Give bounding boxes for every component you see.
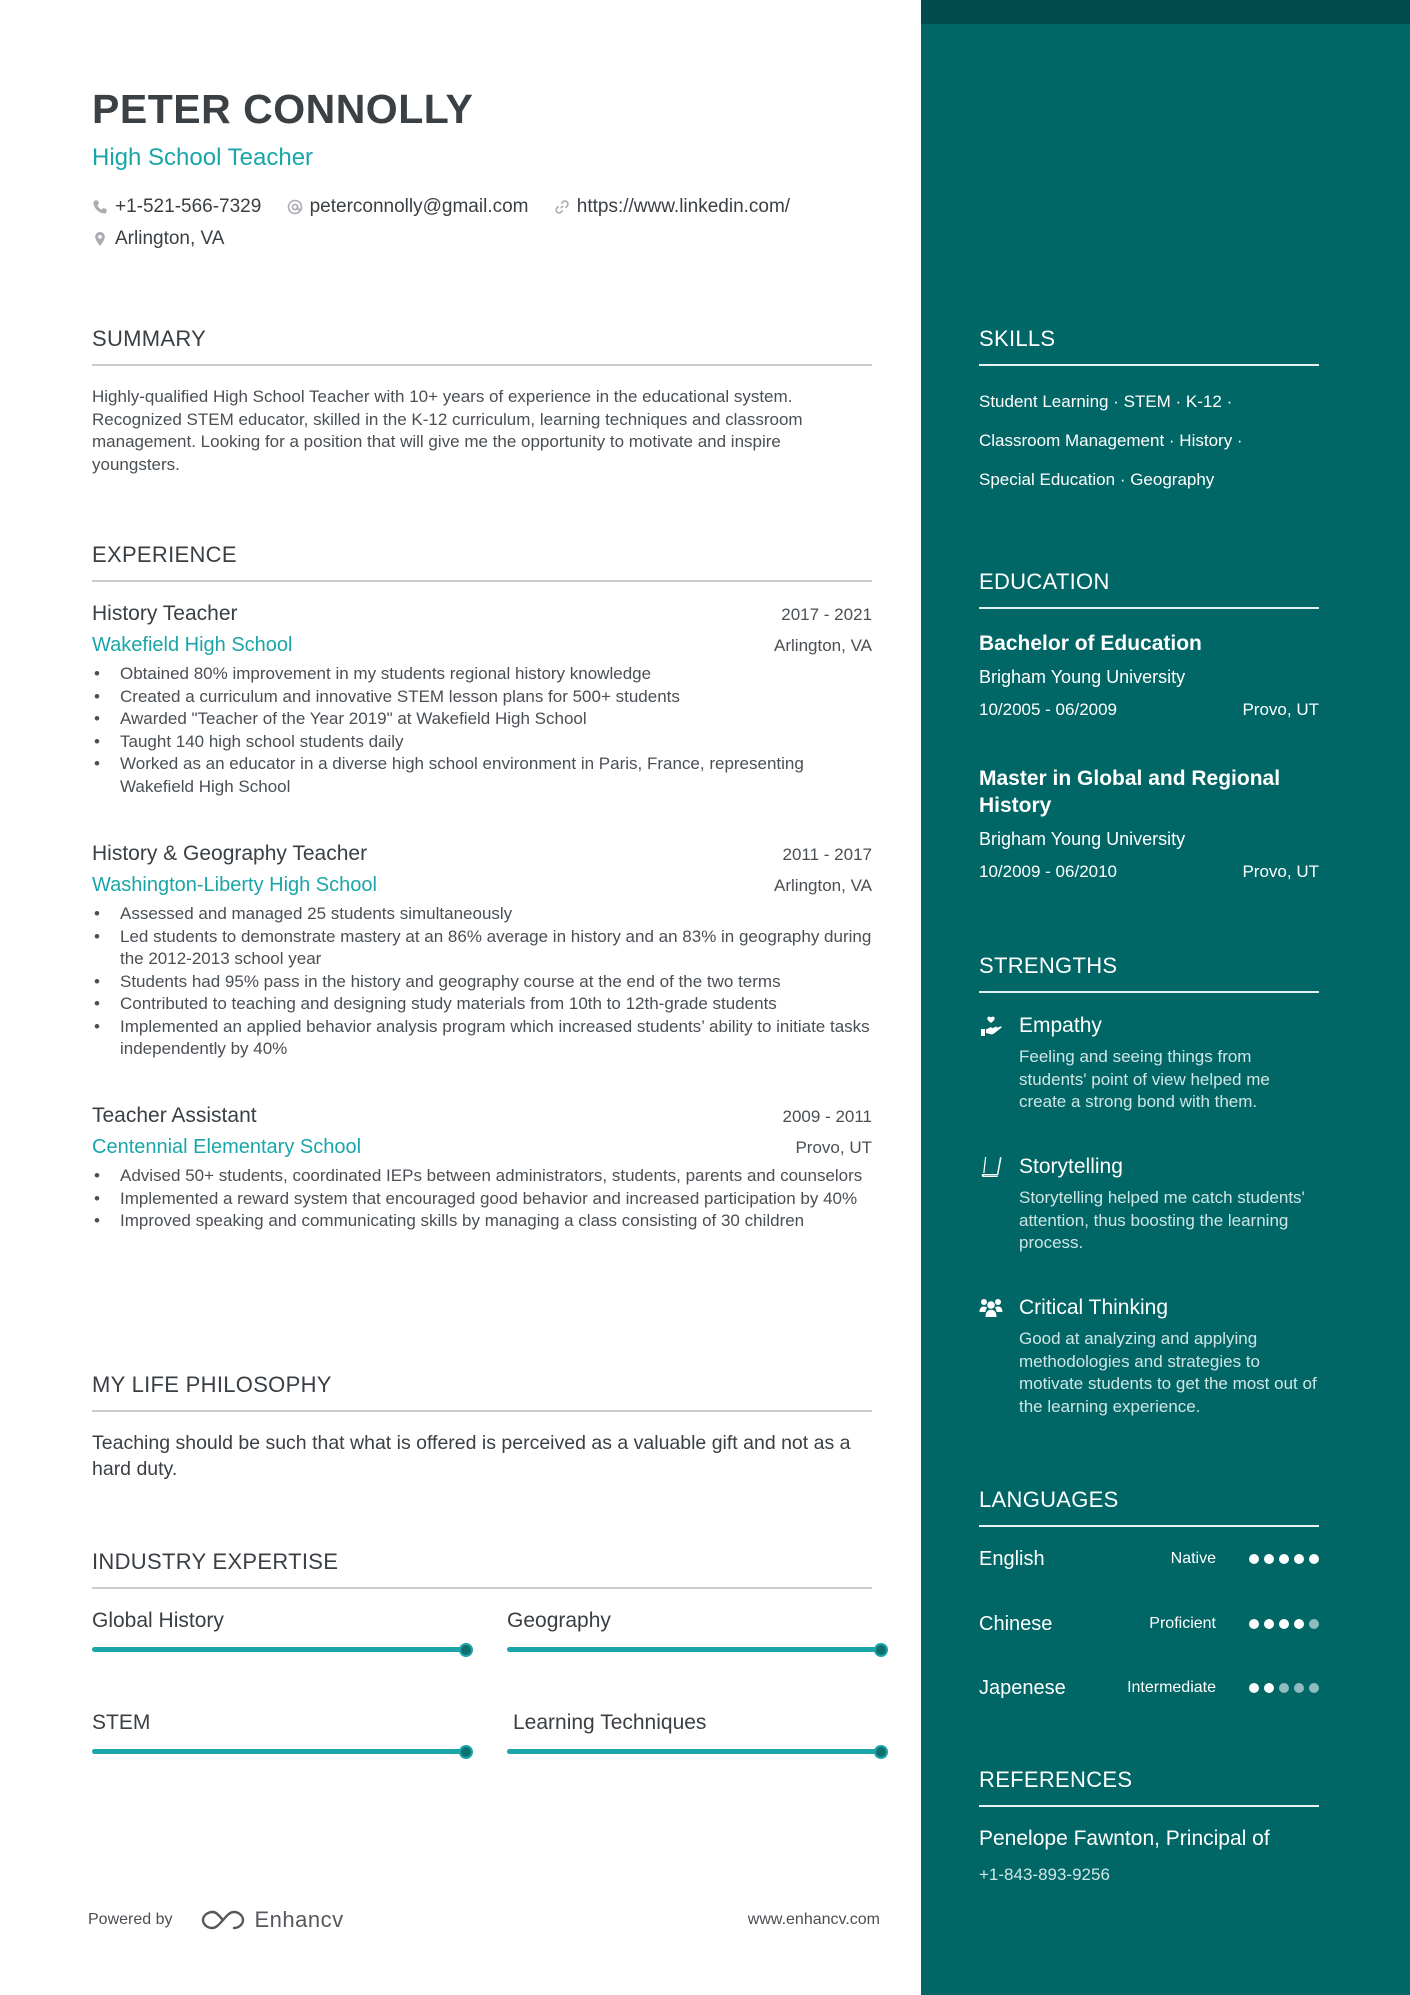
job-bullet: • Advised 50+ students, coordinated IEPs between administrators, students, parents and counselors — [92, 1165, 872, 1188]
job-company[interactable]: Washington-Liberty High School — [92, 874, 377, 896]
expertise-bar-fill — [92, 1647, 466, 1652]
education-dates: 10/2005 - 06/2009 — [979, 700, 1118, 719]
contact-info — [92, 192, 882, 254]
summary-heading: SUMMARY — [92, 326, 207, 351]
strength-title: Empathy — [1019, 1014, 1102, 1037]
skills-line: Student Learning · STEM · K-12 · — [979, 392, 1233, 411]
sidebar-top-band — [921, 0, 1410, 24]
job-dates: 2011 - 2017 — [782, 845, 872, 864]
location-pin-icon — [92, 231, 108, 247]
language-name: English — [979, 1547, 1045, 1570]
candidate-title: High School Teacher — [92, 144, 314, 171]
education-heading: EDUCATION — [979, 569, 1110, 594]
language-rating — [1244, 1554, 1319, 1564]
expertise-heading: INDUSTRY EXPERTISE — [92, 1549, 339, 1574]
section-divider — [979, 991, 1319, 993]
job-dates: 2017 - 2021 — [781, 605, 872, 624]
philosophy-heading: MY LIFE PHILOSOPHY — [92, 1372, 332, 1397]
job-title: Teacher Assistant — [92, 1104, 257, 1127]
section-divider — [979, 364, 1319, 366]
experience-item — [92, 602, 872, 798]
rating-dot-filled — [1294, 1619, 1304, 1629]
expertise-label: Geography — [507, 1609, 611, 1632]
job-bullets — [92, 1165, 872, 1233]
phone-text: +1-521-566-7329 — [115, 196, 262, 217]
brand-logo[interactable] — [199, 1906, 344, 1934]
skills-line: Special Education · Geography — [979, 470, 1215, 489]
rating-dot-filled — [1264, 1619, 1274, 1629]
education-item — [979, 765, 1319, 882]
expertise-item — [507, 1609, 881, 1652]
job-company[interactable]: Wakefield High School — [92, 634, 293, 656]
job-bullet: • Students had 95% pass in the history and geography course at the end of the two terms — [92, 971, 872, 994]
job-dates: 2009 - 2011 — [782, 1107, 872, 1126]
experience-item — [92, 1104, 872, 1233]
skills-list — [979, 382, 1319, 499]
education-item — [979, 630, 1319, 720]
philosophy-section — [92, 1372, 872, 1482]
experience-section — [92, 542, 872, 582]
expertise-bar — [507, 1647, 881, 1652]
job-bullet: • Improved speaking and communicating skills by managing a class consisting of 30 children — [92, 1210, 872, 1233]
expertise-bar-fill — [507, 1749, 881, 1754]
section-divider — [92, 1587, 872, 1589]
job-bullet: • Led students to demonstrate mastery at an 86% average in history and an 83% in geography during the 2012-2013 school year — [92, 926, 872, 971]
job-location: Provo, UT — [795, 1138, 872, 1157]
expertise-bar — [92, 1647, 466, 1652]
expertise-label: STEM — [92, 1711, 151, 1734]
references-section — [979, 1767, 1319, 1885]
job-location: Arlington, VA — [774, 876, 872, 895]
job-bullet: • Implemented a reward system that encouraged good behavior and increased participation by 40% — [92, 1188, 872, 1211]
philosophy-text: Teaching should be such that what is offered is perceived as a valuable gift and not as a hard duty. — [92, 1432, 851, 1480]
rating-dot-filled — [1249, 1619, 1259, 1629]
email-contact[interactable] — [287, 192, 529, 222]
rating-dot-filled — [1279, 1554, 1289, 1564]
rating-dot-filled — [1264, 1554, 1274, 1564]
rating-dot-filled — [1264, 1683, 1274, 1693]
job-bullet: • Worked as an educator in a diverse high school environment in Paris, France, representing Wakefield High School — [92, 753, 872, 798]
phone-contact[interactable] — [92, 192, 261, 222]
strength-item — [979, 1014, 1319, 1114]
expertise-label: Learning Techniques — [513, 1711, 707, 1734]
language-rating — [1244, 1683, 1319, 1693]
candidate-name: PETER CONNOLLY — [92, 86, 474, 132]
rating-dot-empty — [1279, 1683, 1289, 1693]
job-bullet: • Taught 140 high school students daily — [92, 731, 872, 754]
summary-text: Highly-qualified High School Teacher with 10+ years of experience in the educational system. Recognized STEM educator, skilled in the K-12 curriculum, learning techniques and classroom management. Looking for a position that will give me the opportunity to motivate and inspire youngsters. — [92, 387, 803, 474]
language-rating — [1244, 1619, 1319, 1629]
strengths-section — [979, 953, 1319, 993]
phone-icon — [92, 199, 108, 215]
education-degree: Master in Global and Regional History — [979, 767, 1281, 817]
rating-dot-empty — [1309, 1683, 1319, 1693]
rating-dot-filled — [1249, 1683, 1259, 1693]
language-level: Native — [1170, 1550, 1216, 1567]
languages-section — [979, 1487, 1319, 1527]
section-divider — [92, 364, 872, 366]
job-company[interactable]: Centennial Elementary School — [92, 1136, 362, 1158]
expertise-bar-knob — [874, 1745, 888, 1759]
language-item — [979, 1544, 1319, 1574]
hand-heart-icon — [979, 1014, 1003, 1038]
footer — [88, 1900, 880, 1940]
expertise-bar-knob — [459, 1643, 473, 1657]
strength-description: Storytelling helped me catch students' attention, thus boosting the learning process. — [1019, 1188, 1305, 1252]
language-level: Intermediate — [1127, 1679, 1216, 1696]
job-bullets — [92, 663, 872, 798]
references-heading: REFERENCES — [979, 1767, 1133, 1792]
location-text: Arlington, VA — [115, 228, 225, 249]
expertise-bar-fill — [507, 1647, 881, 1652]
expertise-item — [507, 1711, 881, 1754]
website-link[interactable]: www.enhancv.com — [747, 1911, 880, 1928]
section-divider — [979, 1525, 1319, 1527]
book-icon — [979, 1155, 1003, 1179]
expertise-item — [92, 1609, 466, 1652]
job-bullet: • Implemented an applied behavior analysis program which increased students’ ability to initiate tasks independently by 40% — [92, 1016, 872, 1061]
rating-dot-empty — [1294, 1683, 1304, 1693]
job-bullet: • Awarded "Teacher of the Year 2019" at Wakefield High School — [92, 708, 872, 731]
expertise-section — [92, 1549, 872, 1589]
rating-dot-filled — [1249, 1554, 1259, 1564]
reference-phone[interactable]: +1-843-893-9256 — [979, 1865, 1110, 1884]
job-title: History Teacher — [92, 602, 238, 625]
rating-dot-filled — [1294, 1554, 1304, 1564]
rating-dot-filled — [1279, 1619, 1289, 1629]
experience-heading: EXPERIENCE — [92, 542, 237, 567]
linkedin-text: https://www.linkedin.com/ — [576, 196, 791, 217]
strength-title: Storytelling — [1019, 1155, 1123, 1178]
job-bullet: • Obtained 80% improvement in my students regional history knowledge — [92, 663, 872, 686]
powered-by-text: Powered by — [88, 1911, 173, 1928]
at-icon — [287, 199, 303, 215]
education-degree: Bachelor of Education — [979, 632, 1202, 655]
skills-section — [979, 326, 1319, 499]
job-bullets — [92, 903, 872, 1061]
job-bullet: • Assessed and managed 25 students simultaneously — [92, 903, 872, 926]
strength-description: Good at analyzing and applying methodologies and strategies to motivate students to get the most out of the learning experience. — [1019, 1329, 1317, 1416]
expertise-bar-fill — [92, 1749, 466, 1754]
skills-heading: SKILLS — [979, 326, 1056, 351]
strength-item — [979, 1296, 1319, 1418]
education-dates: 10/2009 - 06/2010 — [979, 862, 1118, 881]
experience-item — [92, 842, 872, 1061]
summary-section — [92, 326, 872, 476]
brand-name: Enhancv — [254, 1907, 344, 1932]
language-name: Japenese — [979, 1676, 1066, 1699]
education-school: Brigham Young University — [979, 829, 1186, 849]
job-location: Arlington, VA — [774, 636, 872, 655]
strength-title: Critical Thinking — [1019, 1296, 1168, 1319]
email-text: peterconnolly@gmail.com — [309, 196, 529, 217]
expertise-label: Global History — [92, 1609, 224, 1632]
education-section — [979, 569, 1319, 609]
expertise-bar-knob — [459, 1745, 473, 1759]
language-item — [979, 1673, 1319, 1703]
section-divider — [979, 1805, 1319, 1807]
job-title: History & Geography Teacher — [92, 842, 368, 865]
expertise-bar-knob — [874, 1643, 888, 1657]
sidebar — [921, 0, 1410, 1995]
strengths-heading: STRENGTHS — [979, 953, 1118, 978]
group-icon — [979, 1296, 1003, 1320]
education-location: Provo, UT — [1242, 700, 1319, 719]
job-bullet: • Contributed to teaching and designing study materials from 10th to 12th-grade students — [92, 993, 872, 1016]
link-icon — [554, 199, 570, 215]
section-divider — [979, 607, 1319, 609]
languages-heading: LANGUAGES — [979, 1487, 1119, 1512]
job-bullet: • Created a curriculum and innovative STEM lesson plans for 500+ students — [92, 686, 872, 709]
location-contact — [92, 224, 224, 254]
education-location: Provo, UT — [1242, 862, 1319, 881]
rating-dot-filled — [1309, 1554, 1319, 1564]
expertise-bar — [507, 1749, 881, 1754]
linkedin-contact[interactable] — [554, 192, 790, 222]
section-divider — [92, 1410, 872, 1412]
expertise-bar — [92, 1749, 466, 1754]
skills-line: Classroom Management · History · — [979, 431, 1243, 450]
strength-description: Feeling and seeing things from students' point of view helped me create a strong bond with them. — [1019, 1047, 1270, 1111]
expertise-item — [92, 1711, 466, 1754]
enhancv-logo-icon — [199, 1906, 247, 1934]
section-divider — [92, 580, 872, 582]
rating-dot-empty — [1309, 1619, 1319, 1629]
language-item — [979, 1609, 1319, 1639]
language-name: Chinese — [979, 1612, 1053, 1635]
education-school: Brigham Young University — [979, 667, 1186, 687]
language-level: Proficient — [1149, 1615, 1216, 1632]
strength-item — [979, 1155, 1319, 1255]
reference-name: Penelope Fawnton, Principal of — [979, 1827, 1270, 1850]
